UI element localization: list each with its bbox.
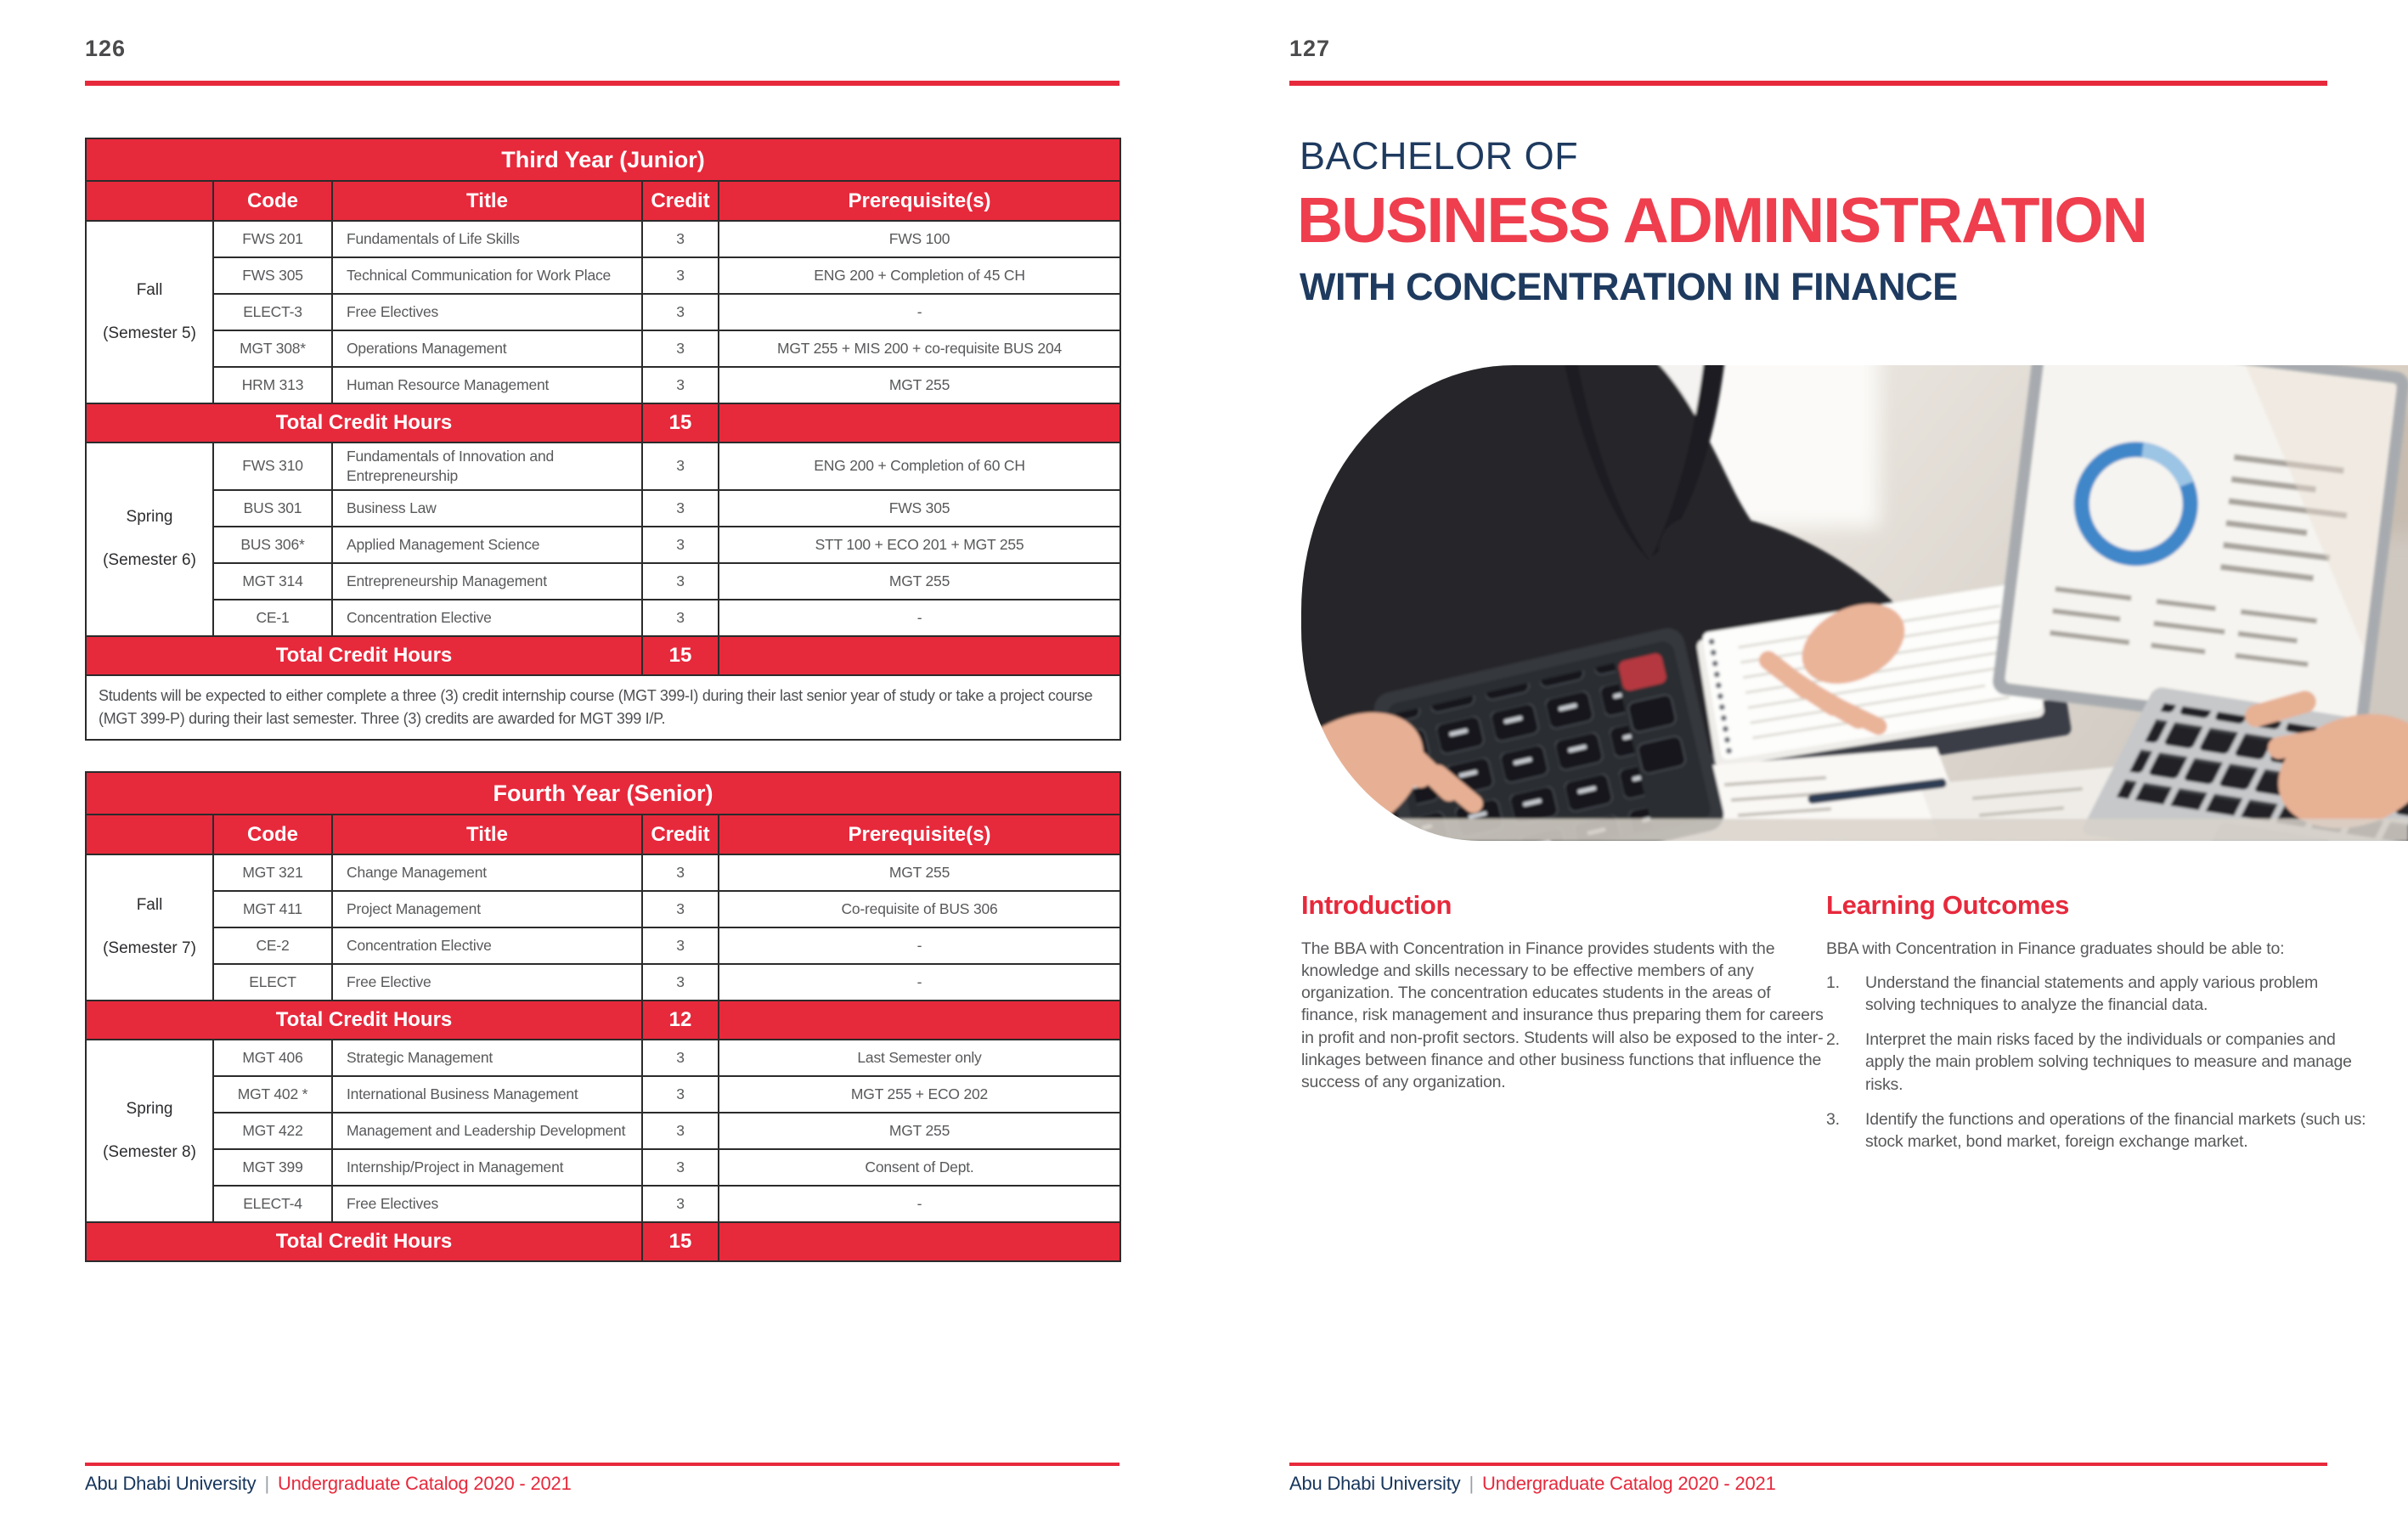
course-code-cell: MGT 402 * — [213, 1076, 332, 1113]
course-prereq-cell: ENG 200 + Completion of 45 CH — [719, 257, 1120, 294]
course-row — [86, 600, 1120, 636]
outcome-text: Interpret the main risks faced by the individuals or companies and apply the main problem solving techniques to measure and manage risks. — [1865, 1030, 2352, 1094]
course-prereq-cell: - — [719, 964, 1120, 1001]
course-row — [86, 1186, 1120, 1222]
course-code-cell: MGT 314 — [213, 563, 332, 600]
course-prereq-cell: MGT 255 — [719, 854, 1120, 891]
course-title-cell: Free Electives — [332, 294, 642, 330]
third-year-course-table — [85, 138, 1119, 741]
semester-label: Spring — [126, 507, 173, 526]
semester-cell — [86, 443, 213, 636]
introduction-paragraph: The BBA with Concentration in Finance provides students with the knowledge and skills necessary to be effective members of any organization. The concentration educates students in the areas of finance, risk management and insurance thus preparing them for careers in profit and non-profit sectors. Students will also be exposed to the inter-linkages between finance and other business functions that influence the success of any organization. — [1301, 939, 1824, 1091]
course-credit-cell: 3 — [642, 927, 719, 964]
course-code-cell: ELECT-3 — [213, 294, 332, 330]
course-code-cell: MGT 308* — [213, 330, 332, 367]
course-row — [86, 221, 1120, 257]
course-prereq-cell: Consent of Dept. — [719, 1149, 1120, 1186]
semester-label: (Semester 5) — [103, 324, 196, 342]
total-credit-row — [86, 1001, 1120, 1040]
course-credit-cell: 3 — [642, 490, 719, 527]
course-credit-cell: 3 — [642, 294, 719, 330]
course-row — [86, 367, 1120, 403]
course-prereq-cell: ENG 200 + Completion of 60 CH — [719, 443, 1120, 490]
semester-label: (Semester 7) — [103, 939, 196, 957]
course-title-cell: Fundamentals of Innovation and Entrepreneurship — [332, 443, 642, 490]
total-credit-label: Total Credit Hours — [86, 1222, 642, 1261]
course-code-cell: CE-2 — [213, 927, 332, 964]
course-title-cell: Human Resource Management — [332, 367, 642, 403]
outcome-text: Understand the financial statements and apply various problem solving techniques to analyze the financial data. — [1865, 973, 2319, 1015]
course-title-cell: Technical Communication for Work Place — [332, 257, 642, 294]
total-credit-label: Total Credit Hours — [86, 1001, 642, 1040]
course-title-cell: Applied Management Science — [332, 527, 642, 563]
course-credit-cell: 3 — [642, 1040, 719, 1076]
course-title-cell: Change Management — [332, 854, 642, 891]
course-prereq-cell: MGT 255 — [719, 563, 1120, 600]
course-prereq-cell: Last Semester only — [719, 1040, 1120, 1076]
learning-outcomes-list — [1826, 972, 2370, 1165]
course-row — [86, 490, 1120, 527]
column-header: Title — [332, 181, 642, 221]
total-credit-empty — [719, 403, 1120, 443]
column-header: Credit — [642, 181, 719, 221]
course-row — [86, 891, 1120, 927]
footer-university: Abu Dhabi University — [85, 1473, 257, 1494]
course-title-cell: Strategic Management — [332, 1040, 642, 1076]
program-photo — [1301, 365, 2408, 841]
total-credit-value: 15 — [642, 403, 719, 443]
footer-catalog: Undergraduate Catalog 2020 - 2021 — [1481, 1473, 1776, 1494]
course-title-cell: Business Law — [332, 490, 642, 527]
footer-rule — [1289, 1463, 2327, 1466]
outcome-text: Identify the functions and operations of the financial markets (such us: stock market, bond market, foreign exchange market. — [1865, 1109, 2366, 1151]
course-row — [86, 964, 1120, 1001]
desk-edge — [1301, 819, 2408, 841]
outcome-number: 1. — [1826, 973, 1840, 992]
program-title: BUSINESS ADMINISTRATION — [1297, 184, 2146, 256]
course-prereq-cell: MGT 255 + MIS 200 + co-requisite BUS 204 — [719, 330, 1120, 367]
outcome-item — [1826, 1029, 2370, 1095]
table-note-row — [86, 675, 1120, 740]
outcome-number: 2. — [1826, 1030, 1840, 1050]
course-prereq-cell: FWS 100 — [719, 221, 1120, 257]
footer — [85, 1473, 572, 1495]
semester-label: Fall — [136, 280, 163, 299]
course-code-cell: MGT 406 — [213, 1040, 332, 1076]
course-code-cell: BUS 301 — [213, 490, 332, 527]
course-title-cell: Management and Leadership Development — [332, 1113, 642, 1149]
course-prereq-cell: Co-requisite of BUS 306 — [719, 891, 1120, 927]
table-note: Students will be expected to either complete a three (3) credit internship course (MGT 399-I) during their last senior year of study or take a project course (MGT 399-P) during their last semester. Three (3) credits are awarded for MGT 399 I/P. — [86, 675, 1120, 740]
semester-cell — [86, 1040, 213, 1222]
total-credit-empty — [719, 1222, 1120, 1261]
course-code-cell: ELECT — [213, 964, 332, 1001]
column-header: Prerequisite(s) — [719, 815, 1120, 854]
course-code-cell: MGT 321 — [213, 854, 332, 891]
course-credit-cell: 3 — [642, 443, 719, 490]
course-credit-cell: 3 — [642, 891, 719, 927]
total-credit-empty — [719, 636, 1120, 675]
course-prereq-cell: - — [719, 600, 1120, 636]
course-row — [86, 1113, 1120, 1149]
course-code-cell: MGT 422 — [213, 1113, 332, 1149]
course-credit-cell: 3 — [642, 527, 719, 563]
course-credit-cell: 3 — [642, 1186, 719, 1222]
column-header — [86, 181, 213, 221]
course-row — [86, 927, 1120, 964]
course-code-cell: CE-1 — [213, 600, 332, 636]
course-credit-cell: 3 — [642, 257, 719, 294]
course-code-cell: ELECT-4 — [213, 1186, 332, 1222]
table-title: Fourth Year (Senior) — [86, 772, 1120, 815]
course-credit-cell: 3 — [642, 600, 719, 636]
course-prereq-cell: FWS 305 — [719, 490, 1120, 527]
column-header — [86, 815, 213, 854]
course-title-cell: Operations Management — [332, 330, 642, 367]
fourth-year-course-table — [85, 771, 1119, 1262]
column-header: Code — [213, 815, 332, 854]
column-header: Title — [332, 815, 642, 854]
total-credit-row — [86, 403, 1120, 443]
course-title-cell: Project Management — [332, 891, 642, 927]
footer-separator: | — [264, 1473, 269, 1494]
column-header: Prerequisite(s) — [719, 181, 1120, 221]
course-row — [86, 443, 1120, 490]
footer-university: Abu Dhabi University — [1289, 1473, 1461, 1494]
course-row — [86, 257, 1120, 294]
course-code-cell: BUS 306* — [213, 527, 332, 563]
course-credit-cell: 3 — [642, 1149, 719, 1186]
course-code-cell: FWS 305 — [213, 257, 332, 294]
semester-label: Spring — [126, 1099, 173, 1118]
total-credit-value: 15 — [642, 1222, 719, 1261]
semester-cell — [86, 854, 213, 1001]
course-prereq-cell: MGT 255 — [719, 1113, 1120, 1149]
course-title-cell: Free Elective — [332, 964, 642, 1001]
course-code-cell: FWS 201 — [213, 221, 332, 257]
total-credit-label: Total Credit Hours — [86, 636, 642, 675]
course-credit-cell: 3 — [642, 330, 719, 367]
course-prereq-cell: - — [719, 1186, 1120, 1222]
course-credit-cell: 3 — [642, 1076, 719, 1113]
course-row — [86, 1076, 1120, 1113]
course-title-cell: Concentration Elective — [332, 927, 642, 964]
course-row — [86, 1040, 1120, 1076]
footer-separator: | — [1469, 1473, 1474, 1494]
introduction-heading: Introduction — [1301, 890, 1452, 920]
page-number: 126 — [85, 36, 127, 61]
header-rule — [1289, 81, 2327, 86]
course-title-cell: International Business Management — [332, 1076, 642, 1113]
course-credit-cell: 3 — [642, 964, 719, 1001]
program-kicker: BACHELOR OF — [1300, 134, 1579, 178]
course-title-cell: Free Electives — [332, 1186, 642, 1222]
course-credit-cell: 3 — [642, 367, 719, 403]
semester-label: Fall — [136, 896, 163, 915]
semester-label: (Semester 8) — [103, 1142, 196, 1161]
course-code-cell: MGT 399 — [213, 1149, 332, 1186]
course-table — [85, 771, 1121, 1262]
course-row — [86, 294, 1120, 330]
course-row — [86, 563, 1120, 600]
total-credit-empty — [719, 1001, 1120, 1040]
footer-rule — [85, 1463, 1119, 1466]
program-subtitle: WITH CONCENTRATION IN FINANCE — [1300, 265, 1958, 308]
course-prereq-cell: MGT 255 + ECO 202 — [719, 1076, 1120, 1113]
column-header: Code — [213, 181, 332, 221]
course-title-cell: Internship/Project in Management — [332, 1149, 642, 1186]
outcome-item — [1826, 1108, 2370, 1153]
learning-outcomes-lead: BBA with Concentration in Finance graduates should be able to: — [1826, 939, 2285, 958]
header-rule — [85, 81, 1119, 86]
footer — [1289, 1473, 1776, 1495]
page-number: 127 — [1289, 36, 1331, 61]
course-row — [86, 527, 1120, 563]
course-credit-cell: 3 — [642, 221, 719, 257]
course-row — [86, 330, 1120, 367]
course-code-cell: MGT 411 — [213, 891, 332, 927]
total-credit-label: Total Credit Hours — [86, 403, 642, 443]
course-table — [85, 138, 1121, 741]
course-title-cell: Fundamentals of Life Skills — [332, 221, 642, 257]
course-credit-cell: 3 — [642, 563, 719, 600]
course-code-cell: HRM 313 — [213, 367, 332, 403]
course-prereq-cell: MGT 255 — [719, 367, 1120, 403]
course-prereq-cell: - — [719, 294, 1120, 330]
total-credit-row — [86, 1222, 1120, 1261]
course-prereq-cell: - — [719, 927, 1120, 964]
course-credit-cell: 3 — [642, 854, 719, 891]
course-row — [86, 1149, 1120, 1186]
course-row — [86, 854, 1120, 891]
semester-label: (Semester 6) — [103, 550, 196, 569]
column-header: Credit — [642, 815, 719, 854]
course-prereq-cell: STT 100 + ECO 201 + MGT 255 — [719, 527, 1120, 563]
course-title-cell: Entrepreneurship Management — [332, 563, 642, 600]
total-credit-value: 15 — [642, 636, 719, 675]
semester-cell — [86, 221, 213, 403]
table-title: Third Year (Junior) — [86, 138, 1120, 181]
outcome-item — [1826, 972, 2370, 1016]
total-credit-row — [86, 636, 1120, 675]
course-credit-cell: 3 — [642, 1113, 719, 1149]
learning-outcomes-heading: Learning Outcomes — [1826, 890, 2070, 920]
page-right — [1204, 0, 2408, 1539]
course-title-cell: Concentration Elective — [332, 600, 642, 636]
course-code-cell: FWS 310 — [213, 443, 332, 490]
outcome-number: 3. — [1826, 1109, 1840, 1129]
total-credit-value: 12 — [642, 1001, 719, 1040]
footer-catalog: Undergraduate Catalog 2020 - 2021 — [277, 1473, 572, 1494]
